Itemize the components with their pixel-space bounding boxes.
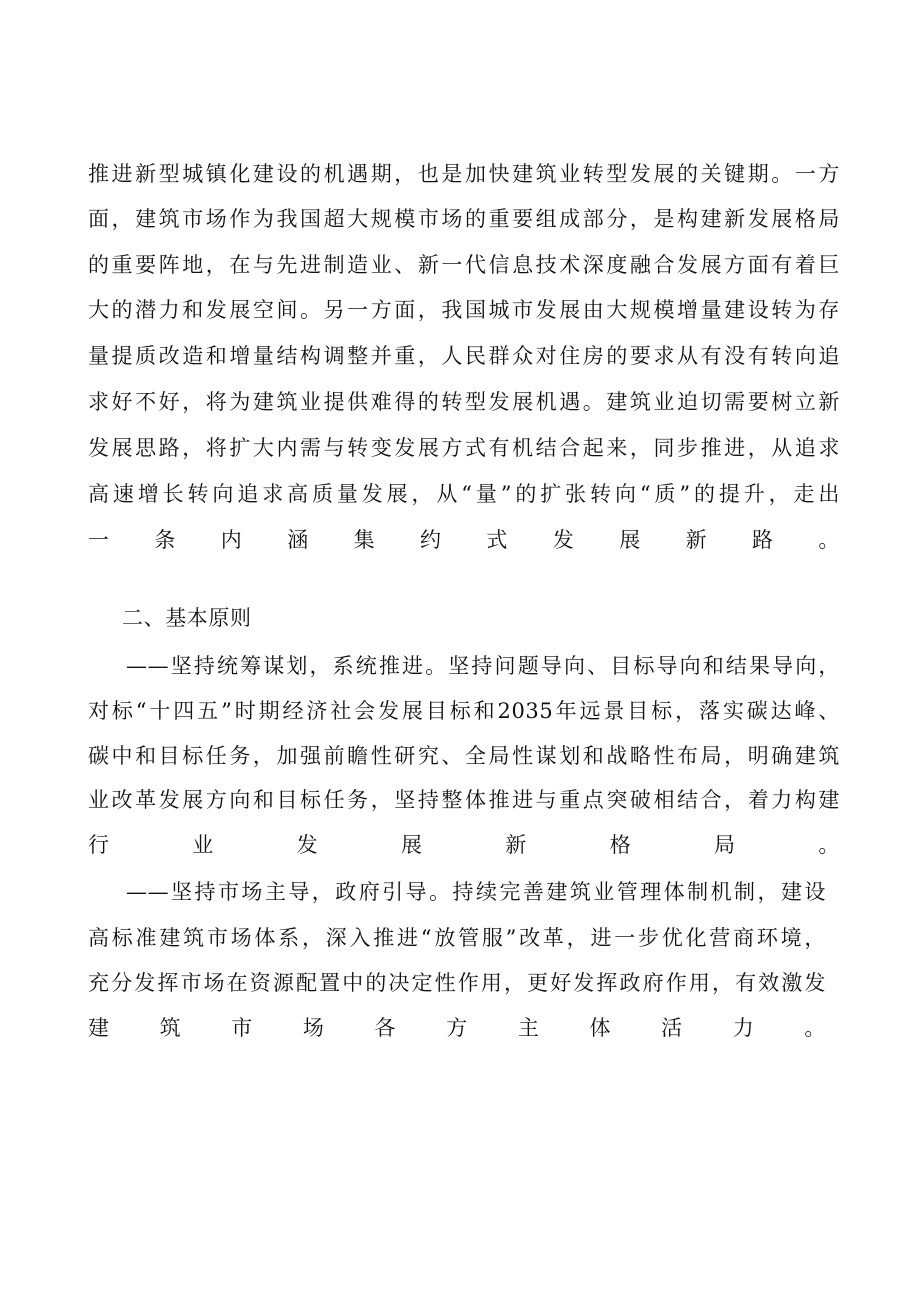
- paragraph-1-line-3: 的重要阵地，在与先进制造业、新一代信息技术深度融合发展方面有着巨: [88, 253, 840, 277]
- paragraph-1-line-9: 一条内涵集约式发展新路。: [88, 528, 840, 552]
- principle-2-line-1: ——坚持市场主导，政府引导。持续完善建筑业管理体制机制，建设: [126, 880, 826, 904]
- principle-1-line-5: 行业发展新格局。: [88, 833, 840, 857]
- section-heading: 二、基本原则: [122, 606, 252, 630]
- paragraph-1-line-5: 量提质改造和增量结构调整并重，人民群众对住房的要求从有没有转向追: [88, 344, 840, 368]
- principle-1-line-1: ——坚持统筹谋划，系统推进。坚持问题导向、目标导向和结果导向，: [126, 654, 840, 678]
- paragraph-1-line-1: 推进新型城镇化建设的机遇期，也是加快建筑业转型发展的关键期。一方: [88, 162, 840, 186]
- paragraph-1-line-6: 求好不好，将为建筑业提供难得的转型发展机遇。建筑业迫切需要树立新: [88, 390, 840, 414]
- paragraph-1-line-2: 面，建筑市场作为我国超大规模市场的重要组成部分，是构建新发展格局: [88, 207, 840, 231]
- principle-1-line-4: 业改革发展方向和目标任务，坚持整体推进与重点突破相结合，着力构建: [88, 788, 840, 812]
- principle-2-line-4: 建筑市场各方主体活力。: [88, 1016, 826, 1040]
- principle-2-line-2: 高标准建筑市场体系，深入推进“放管服”改革，进一步优化营商环境，: [88, 926, 826, 950]
- paragraph-1-line-8: 高速增长转向追求高质量发展，从“量”的扩张转向“质”的提升，走出: [88, 482, 840, 506]
- paragraph-1-line-7: 发展思路，将扩大内需与转变发展方式有机结合起来，同步推进，从追求: [88, 436, 840, 460]
- paragraph-1-line-4: 大的潜力和发展空间。另一方面，我国城市发展由大规模增量建设转为存: [88, 298, 840, 322]
- principle-1-line-2: 对标“十四五”时期经济社会发展目标和2035年远景目标，落实碳达峰、: [88, 699, 840, 723]
- principle-1-line-3: 碳中和目标任务，加强前瞻性研究、全局性谋划和战略性布局，明确建筑: [88, 744, 840, 768]
- principle-2-line-3: 充分发挥市场在资源配置中的决定性作用，更好发挥政府作用，有效激发: [88, 971, 826, 995]
